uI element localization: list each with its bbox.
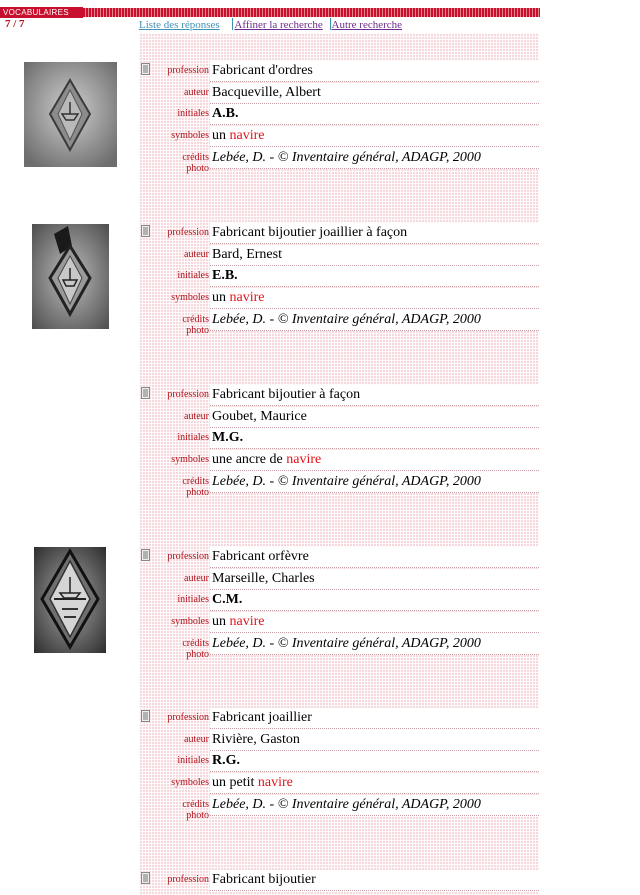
initiales-value: E.B. (210, 266, 539, 287)
link-autre-recherche[interactable]: Autre recherche (331, 19, 403, 31)
label-initiales: initiales (177, 432, 209, 443)
label-auteur: auteur (184, 87, 209, 98)
result-record (139, 223, 539, 334)
result-record (139, 708, 539, 819)
initiales-value: M.G. (210, 428, 539, 449)
label-profession: profession (167, 227, 209, 238)
symboles-value: une ancre de navire (210, 450, 539, 471)
credits-value: Lebée, D. - © Inventaire général, ADAGP, 2000 (210, 310, 539, 331)
top-bar (0, 0, 540, 18)
auteur-value: Goubet, Maurice (210, 407, 539, 428)
link-separator (330, 18, 331, 30)
profession-value: Fabricant d'ordres (210, 61, 539, 82)
results-panel (139, 33, 539, 895)
result-record (139, 547, 539, 658)
hallmark-photo[interactable] (24, 62, 117, 167)
label-initiales: initiales (177, 108, 209, 119)
credits-value: Lebée, D. - © Inventaire général, ADAGP, 2000 (210, 148, 539, 169)
label-profession: profession (167, 65, 209, 76)
auteur-value: Bacqueville, Albert (210, 83, 539, 104)
label-auteur: auteur (184, 411, 209, 422)
symboles-value: un navire (210, 126, 539, 147)
profession-value: Fabricant joaillier (210, 708, 539, 729)
symboles-value: un navire (210, 288, 539, 309)
label-initiales: initiales (177, 755, 209, 766)
credits-value: Lebée, D. - © Inventaire général, ADAGP, 2000 (210, 795, 539, 816)
vocabulaires-tab[interactable]: VOCABULAIRES (0, 7, 83, 18)
label-profession: profession (167, 712, 209, 723)
auteur-value: Bard, Ernest (210, 245, 539, 266)
label-auteur: auteur (184, 734, 209, 745)
symbol-highlight: navire (286, 452, 322, 467)
profession-value: Fabricant bijoutier à façon (210, 385, 539, 406)
label-symboles: symboles (171, 454, 209, 465)
initiales-value: A.B. (210, 104, 539, 125)
label-credits: crédits photo (182, 152, 209, 174)
label-credits: crédits photo (182, 314, 209, 336)
symbol-highlight: navire (229, 290, 265, 305)
result-record (139, 385, 539, 496)
label-symboles: symboles (171, 777, 209, 788)
symboles-value: un petit navire (210, 773, 539, 794)
nav-links (139, 18, 402, 31)
profession-value: Fabricant orfèvre (210, 547, 539, 568)
result-counter: 7 / 7 (5, 18, 25, 30)
label-auteur: auteur (184, 573, 209, 584)
result-record (139, 870, 539, 892)
link-affiner-recherche[interactable]: Affiner la recherche (234, 19, 323, 31)
label-initiales: initiales (177, 270, 209, 281)
hallmark-photo[interactable] (34, 547, 106, 653)
symbol-highlight: navire (229, 614, 265, 629)
label-credits: crédits photo (182, 476, 209, 498)
initiales-value: C.M. (210, 590, 539, 611)
label-credits: crédits photo (182, 799, 209, 821)
label-profession: profession (167, 551, 209, 562)
label-symboles: symboles (171, 292, 209, 303)
symbol-highlight: navire (229, 128, 265, 143)
credits-value: Lebée, D. - © Inventaire général, ADAGP, 2000 (210, 634, 539, 655)
label-profession: profession (167, 389, 209, 400)
label-initiales: initiales (177, 594, 209, 605)
symboles-value: un navire (210, 612, 539, 633)
link-liste-reponses[interactable]: Liste des réponses (139, 19, 220, 31)
auteur-value: Rivière, Gaston (210, 730, 539, 751)
label-auteur: auteur (184, 249, 209, 260)
profession-value: Fabricant bijoutier joaillier à façon (210, 223, 539, 244)
label-profession: profession (167, 874, 209, 885)
label-symboles: symboles (171, 130, 209, 141)
label-credits: crédits photo (182, 638, 209, 660)
label-symboles: symboles (171, 616, 209, 627)
result-record (139, 61, 539, 172)
auteur-value: Marseille, Charles (210, 569, 539, 590)
top-stripes (80, 8, 540, 17)
profession-value: Fabricant bijoutier (210, 870, 539, 891)
symbol-highlight: navire (257, 775, 293, 790)
initiales-value: R.G. (210, 751, 539, 772)
credits-value: Lebée, D. - © Inventaire général, ADAGP, 2000 (210, 472, 539, 493)
hallmark-photo[interactable] (32, 224, 109, 329)
